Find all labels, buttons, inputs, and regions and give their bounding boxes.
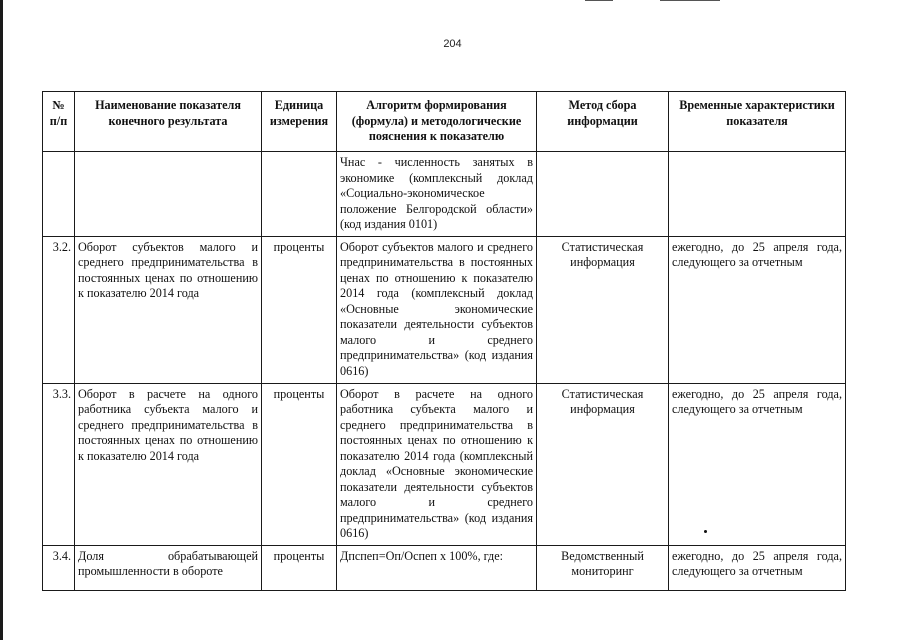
table-header-row bbox=[43, 92, 846, 152]
row-timing: ежегодно, до 25 апреля года, следующего за отчетным bbox=[669, 545, 846, 590]
row-unit: проценты bbox=[262, 236, 337, 383]
indicators-table bbox=[42, 91, 846, 591]
table-row bbox=[43, 152, 846, 237]
header-cell-method: Метод сбора информации bbox=[537, 92, 669, 152]
header-cell-algorithm: Алгоритм формирования (формула) и методологические пояснения к показателю bbox=[337, 92, 537, 152]
row-method: Статистическая информация bbox=[537, 236, 669, 383]
row-number: 3.4. bbox=[43, 545, 75, 590]
table-row bbox=[43, 545, 846, 590]
row-unit: проценты bbox=[262, 383, 337, 545]
table-row bbox=[43, 383, 846, 545]
row-unit bbox=[262, 152, 337, 237]
row-name: Доля обрабатывающей промышленности в обороте bbox=[75, 545, 262, 590]
row-algorithm: Дпспеп=Оп/Оспеп х 100%, где: bbox=[337, 545, 537, 590]
table-row bbox=[43, 236, 846, 383]
row-number: 3.2. bbox=[43, 236, 75, 383]
row-name bbox=[75, 152, 262, 237]
row-algorithm: Чнас - численность занятых в экономике (комплексный доклад «Социально-экономическое положение Белгородской области» (код издания 0101) bbox=[337, 152, 537, 237]
row-number: 3.3. bbox=[43, 383, 75, 545]
scan-edge-left bbox=[0, 0, 3, 640]
row-method bbox=[537, 152, 669, 237]
header-cell-unit: Единица измерения bbox=[262, 92, 337, 152]
row-timing: ежегодно, до 25 апреля года, следующего за отчетным bbox=[669, 383, 846, 545]
scan-edge-mark bbox=[585, 0, 613, 1]
row-number bbox=[43, 152, 75, 237]
row-method: Ведомственный мониторинг bbox=[537, 545, 669, 590]
row-name: Оборот в расчете на одного работника субъекта малого и среднего предпринимательства в постоянных ценах по отношению к показателю 2014 года bbox=[75, 383, 262, 545]
row-algorithm: Оборот субъектов малого и среднего предпринимательства в постоянных ценах по отношению к показателю 2014 года (комплексный доклад «Основные экономические показатели деятельности субъектов малого и среднего предпринимательства» (код издания 0616) bbox=[337, 236, 537, 383]
row-method: Статистическая информация bbox=[537, 383, 669, 545]
header-cell-name: Наименование показателя конечного результата bbox=[75, 92, 262, 152]
row-timing: ежегодно, до 25 апреля года, следующего за отчетным bbox=[669, 236, 846, 383]
row-unit: проценты bbox=[262, 545, 337, 590]
scan-speck bbox=[704, 530, 707, 533]
scan-edge-mark bbox=[660, 0, 720, 1]
header-cell-timing: Временные характеристики показателя bbox=[669, 92, 846, 152]
page-number: 204 bbox=[443, 38, 462, 50]
row-name: Оборот субъектов малого и среднего предпринимательства в постоянных ценах по отношению к показателю 2014 года bbox=[75, 236, 262, 383]
row-algorithm: Оборот в расчете на одного работника субъекта малого и среднего предпринимательства в постоянных ценах по отношению к показателю 2014 года (комплексный доклад «Основные экономические показатели деятельности субъектов малого и среднего предпринимательства» (код издания 0616) bbox=[337, 383, 537, 545]
row-timing bbox=[669, 152, 846, 237]
header-cell-number: № п/п bbox=[43, 92, 75, 152]
